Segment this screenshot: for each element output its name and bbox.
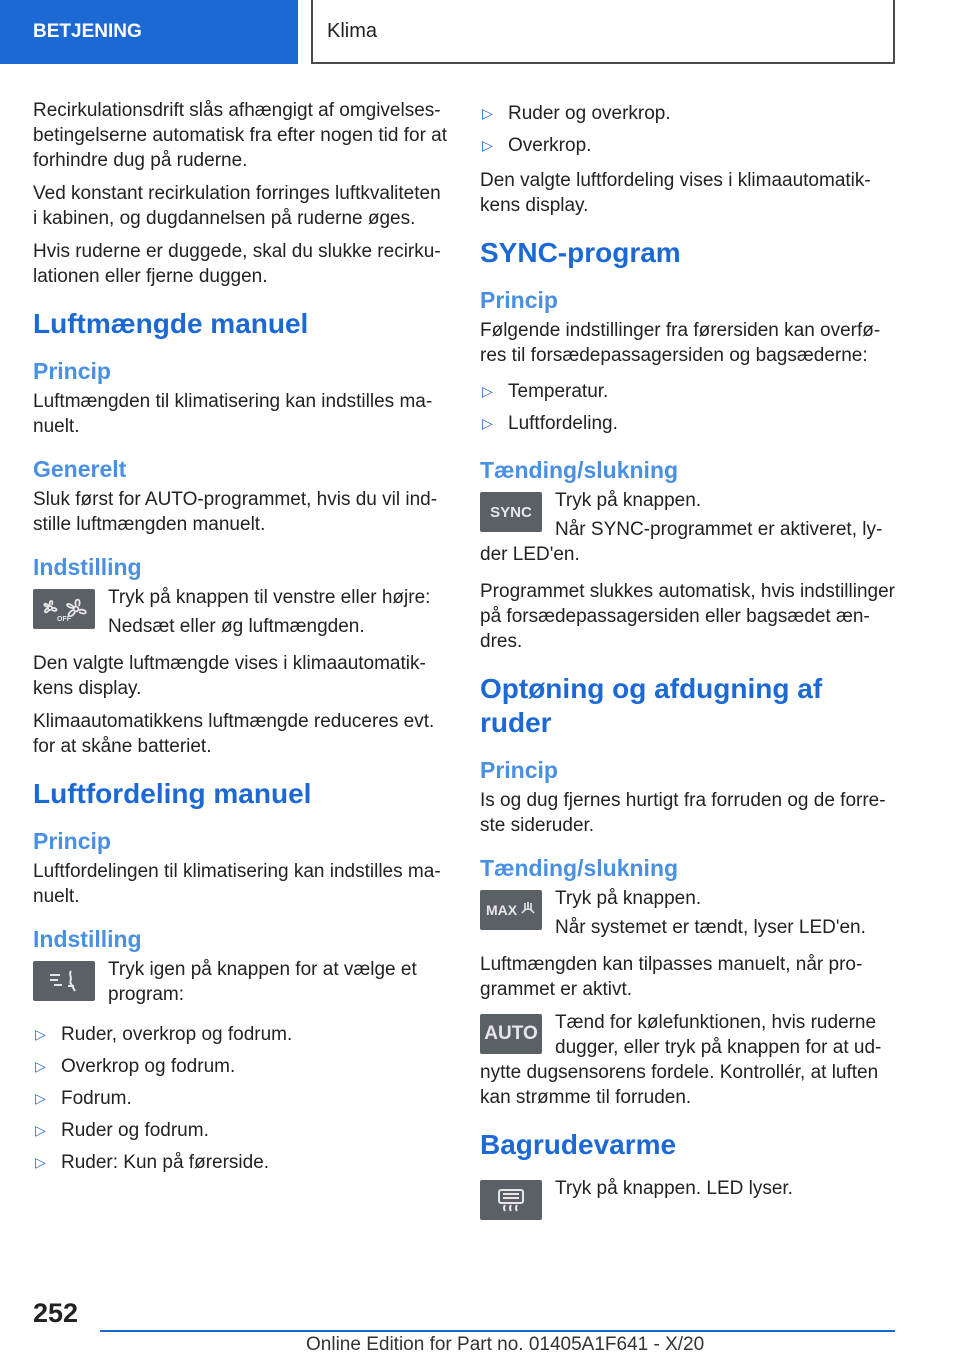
auto-button-row <box>480 1010 895 1110</box>
left-column <box>33 98 448 1185</box>
list-item: ▷ Ruder, overkrop og fodrum. <box>35 1024 293 1045</box>
paragraph: Programmet slukkes automatisk, hvis indstillinger på forsædepassagersiden eller bagsædet ændres. <box>480 581 895 652</box>
list-item: ▷ Ruder og overkrop. <box>482 103 671 124</box>
distribution-list <box>33 1019 448 1179</box>
paragraph: Tryk på knappen. <box>555 490 702 511</box>
heading-air-volume: Luftmængde manuel <box>33 308 309 339</box>
paragraph: Tænd for kølefunktionen, hvis ruderne dugger, eller tryk på knappen for at udnytte dugsensorens fordele. Kontrollér, at luften kan strømme til forruden. <box>480 1012 882 1108</box>
subheading-indstilling: Indstilling <box>33 926 142 952</box>
auto-button-icon: AUTO <box>480 1014 542 1054</box>
triangle-bullet-icon: ▷ <box>482 383 493 399</box>
paragraph: Sluk først for AUTO-programmet, hvis du vil indstille luftmængden manuelt. <box>33 489 438 535</box>
section-tab <box>0 0 298 64</box>
distribution-button-row <box>33 957 448 1011</box>
triangle-bullet-icon: ▷ <box>482 105 493 121</box>
paragraph: Den valgte luftmængde vises i klimaautomatikkens display. <box>33 653 426 699</box>
subheading-princip: Princip <box>480 757 558 783</box>
paragraph: Luftfordelingen til klimatisering kan indstilles manuelt. <box>33 861 441 907</box>
paragraph: Den valgte luftfordeling vises i klimaautomatikkens display. <box>480 170 871 216</box>
paragraph: Ved konstant recirkulation forringes luftkvaliteten i kabinen, og dugdannelsen på ruderne øges. <box>33 183 441 229</box>
chapter-title: Klima <box>327 19 378 42</box>
paragraph: Tryk på knappen. <box>555 888 702 909</box>
list-item: ▷ Fodrum. <box>35 1088 132 1109</box>
right-column <box>480 98 895 1238</box>
footer-divider <box>100 1330 895 1332</box>
paragraph: Følgende indstillinger fra førersiden kan overføres til forsædepassagersiden og bagsæderne: <box>480 320 881 366</box>
subheading-generelt: Generelt <box>33 456 127 482</box>
paragraph: Når SYNC-programmet er aktiveret, lyder LED'en. <box>480 519 883 565</box>
paragraph: Luftmængden til klimatisering kan indstilles manuelt. <box>33 391 433 437</box>
fan-button-row <box>33 585 448 643</box>
triangle-bullet-icon: ▷ <box>35 1090 46 1106</box>
rear-window-heating-icon <box>480 1180 542 1220</box>
fan-buttons-icon <box>33 589 95 629</box>
section-label: BETJENING <box>33 21 142 42</box>
triangle-bullet-icon: ▷ <box>35 1058 46 1074</box>
chapter-header <box>311 0 895 64</box>
subheading-on-off: Tænding/slukning <box>480 457 679 483</box>
paragraph: Klimaautomatikkens luftmængde reduceres evt. for at skåne batteriet. <box>33 711 435 757</box>
paragraph: Tryk på knappen. LED lyser. <box>555 1178 793 1199</box>
list-item: ▷ Overkrop og fodrum. <box>35 1056 236 1077</box>
paragraph: Nedsæt eller øg luftmængden. <box>108 616 365 637</box>
heading-rear-window-heating: Bagrudevarme <box>480 1129 677 1160</box>
subheading-indstilling: Indstilling <box>33 554 142 580</box>
page-number: 252 <box>33 1298 79 1328</box>
rear-heat-button-row <box>480 1176 895 1230</box>
paragraph: Tryk igen på knappen for at vælge et program: <box>108 959 417 1005</box>
sync-list <box>480 376 895 440</box>
list-item: ▷ Overkrop. <box>482 135 592 156</box>
list-item: ▷ Ruder og fodrum. <box>35 1120 209 1141</box>
triangle-bullet-icon: ▷ <box>35 1026 46 1042</box>
distribution-list-continued <box>480 98 895 162</box>
subheading-on-off: Tænding/slukning <box>480 855 679 881</box>
triangle-bullet-icon: ▷ <box>482 415 493 431</box>
heading-defrost: Optøning og afdugning af ruder <box>480 673 823 738</box>
paragraph: Luftmængden kan tilpasses manuelt, når programmet er aktivt. <box>480 954 863 1000</box>
footer-edition: Online Edition for Part no. 01405A1F641 - X/20 <box>306 1334 705 1355</box>
sync-button-row <box>480 488 895 571</box>
triangle-bullet-icon: ▷ <box>482 137 493 153</box>
list-item: ▷ Luftfordeling. <box>482 413 618 434</box>
max-defrost-icon: MAX <box>480 890 542 930</box>
sync-button-icon: SYNC <box>480 492 542 532</box>
max-button-row <box>480 886 895 944</box>
subheading-princip: Princip <box>33 828 111 854</box>
paragraph: Recirkulationsdrift slås afhængigt af omgivelsesbetingelserne automatisk fra efter nogen tid for at forhindre dug på ruderne. <box>33 100 448 171</box>
list-item: ▷ Temperatur. <box>482 381 609 402</box>
svg-text:OFF: OFF <box>57 616 71 623</box>
paragraph: Tryk på knappen til venstre eller højre: <box>108 587 431 608</box>
paragraph: Is og dug fjernes hurtigt fra forruden og de forreste sideruder. <box>480 790 886 836</box>
subheading-princip: Princip <box>480 287 558 313</box>
triangle-bullet-icon: ▷ <box>35 1122 46 1138</box>
subheading-princip: Princip <box>33 358 111 384</box>
air-distribution-icon <box>33 961 95 1001</box>
paragraph: Når systemet er tændt, lyser LED'en. <box>555 917 866 938</box>
heading-air-distribution: Luftfordeling manuel <box>33 778 312 809</box>
paragraph: Hvis ruderne er duggede, skal du slukke recirkulationen eller fjerne duggen. <box>33 241 441 287</box>
list-item: ▷ Ruder: Kun på førerside. <box>35 1152 270 1173</box>
heading-sync: SYNC-program <box>480 237 681 268</box>
triangle-bullet-icon: ▷ <box>35 1154 46 1170</box>
